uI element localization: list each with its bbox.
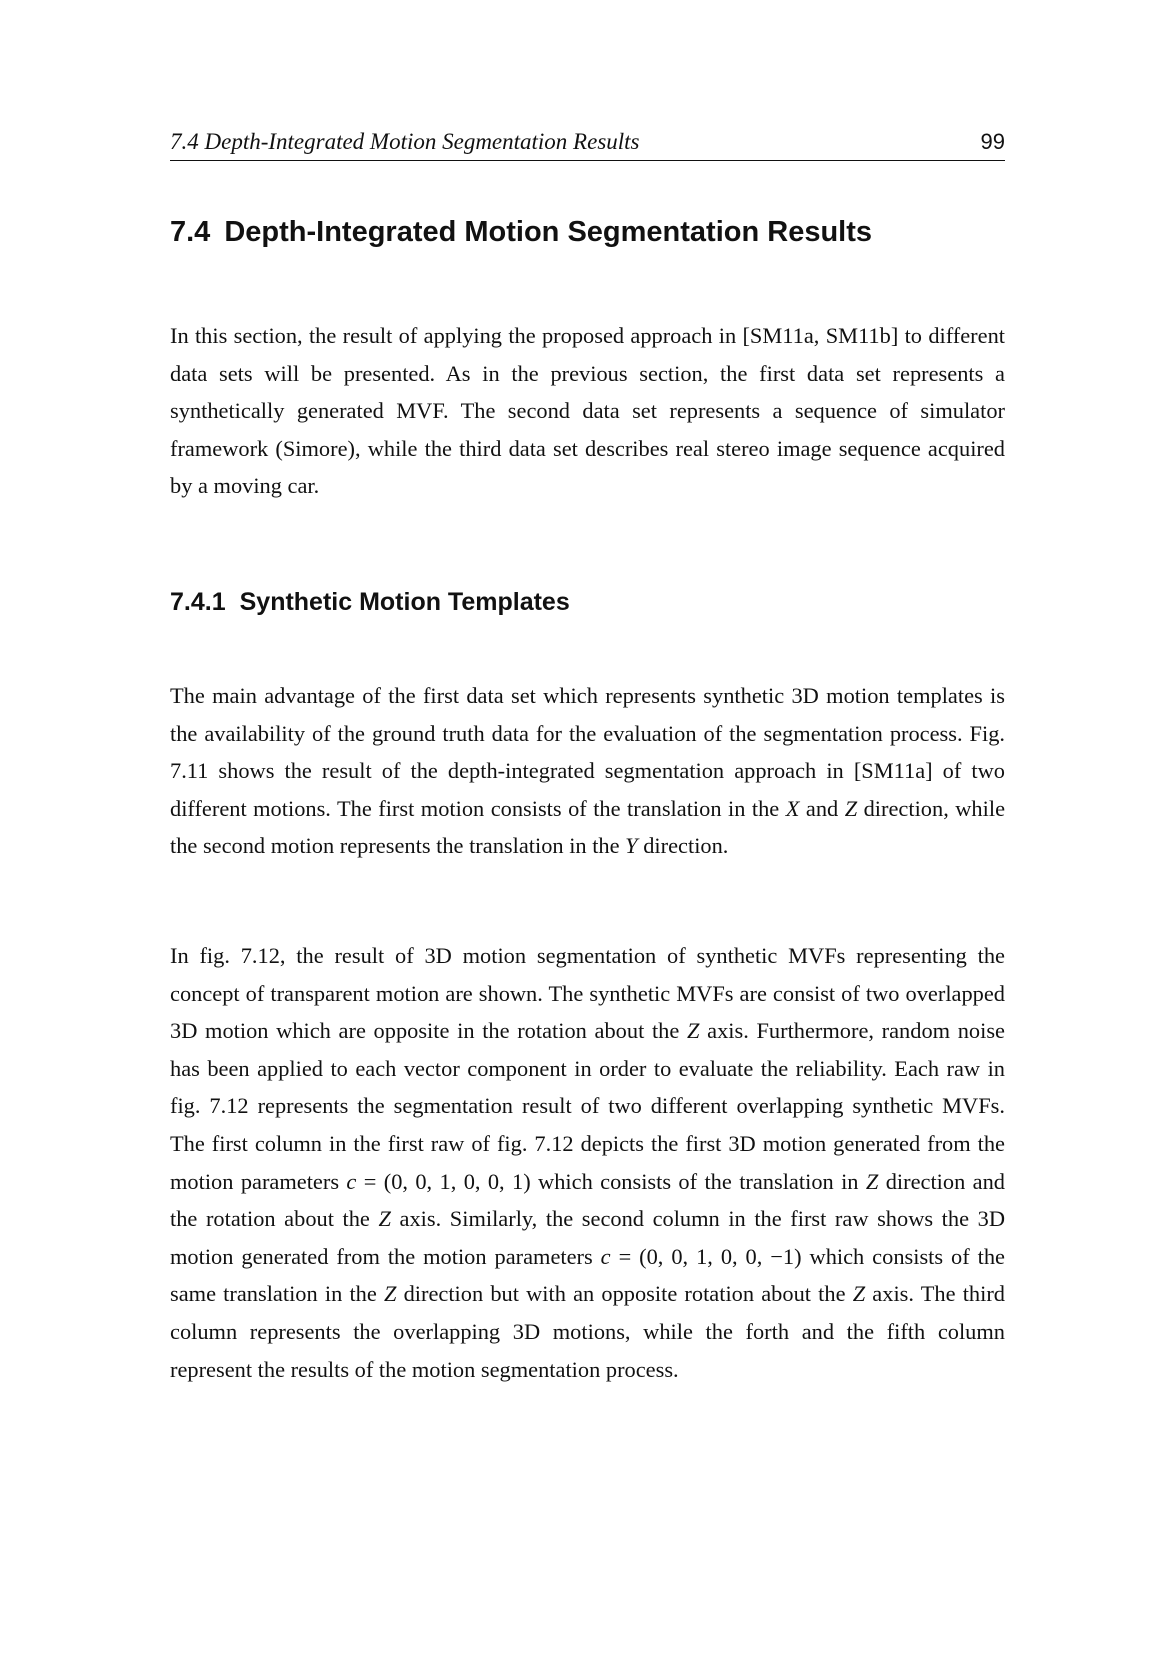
running-head: [170, 128, 1005, 161]
text-run: The main advantage of the first data set which represents synthetic 3D motion templates is the availability of the ground truth data for the evaluation of the segmentation process. Fig. 7.11 shows the result of the depth-integrated segmentation approach in [SM11a] of two different motions. The first motion consists of the translation in the: [170, 683, 1005, 821]
math-var: Z: [383, 1281, 397, 1307]
running-head-title: 7.4 Depth-Integrated Motion Segmentation Results: [170, 129, 640, 154]
paragraph-transparent-motion: [170, 937, 1005, 1388]
text-run: axis. The third column represents the overlapping 3D motions, while the forth and the fifth column represent the results of the motion segmentation process.: [170, 1281, 1006, 1382]
text-run: = (0, 0, 1, 0, 0, −1) which consists of the same translation in the: [170, 1243, 1005, 1307]
text-run: In this section, the result of applying the proposed approach in [SM11a, SM11b] to different data sets will be presented. As in the previous section, the first data set represents a synthetically generated MVF. The second data set represents a sequence of simulator framework (Simore), while the third data set describes real stereo image sequence acquired by a moving car.: [170, 323, 1005, 499]
section-title: Depth-Integrated Motion Segmentation Results: [224, 216, 873, 248]
subsection-heading: [170, 586, 570, 618]
math-var: Y: [625, 833, 638, 859]
text-run: and: [799, 795, 845, 821]
math-var: Z: [687, 1018, 700, 1044]
math-var: Z: [865, 1168, 879, 1194]
text-run: direction, while the second motion represents the translation in the: [170, 795, 1006, 859]
text-run: = (0, 0, 1, 0, 0, 1) which consists of the translation in: [356, 1168, 866, 1194]
page-number: 99: [980, 129, 1005, 154]
math-var: Z: [378, 1206, 391, 1232]
text-run: In fig. 7.12, the result of 3D motion segmentation of synthetic MVFs representing the concept of transparent motion are shown. The synthetic MVFs are consist of two overlapped 3D motion which are opposite in the rotation about the: [170, 943, 1005, 1044]
text-run: direction but with an opposite rotation about the: [396, 1281, 853, 1307]
math-var: c: [600, 1243, 611, 1269]
paragraph-advantage: [170, 677, 1005, 865]
text-run: direction and the rotation about the: [170, 1168, 1005, 1232]
math-var: Z: [852, 1281, 866, 1307]
paragraph-intro: [170, 317, 1005, 505]
math-var: Z: [844, 795, 858, 821]
text-run: axis. Similarly, the second column in the first raw shows the 3D motion generated from the motion parameters: [170, 1206, 1005, 1269]
math-var: c: [346, 1168, 357, 1194]
subsection-number: 7.4.1: [170, 588, 226, 616]
section-number: 7.4: [170, 216, 211, 248]
text-run: direction.: [637, 833, 729, 859]
text-run: axis. Furthermore, random noise has been applied to each vector component in order to evaluate the reliability. Each raw in fig. 7.12 represents the segmentation result of two different overlapping synthetic MVFs. The first column in the first raw of fig. 7.12 depicts the first 3D motion generated from the motion parameters: [170, 1018, 1005, 1194]
section-heading: [170, 214, 872, 250]
subsection-title: Synthetic Motion Templates: [239, 588, 570, 616]
math-var: X: [785, 795, 800, 821]
